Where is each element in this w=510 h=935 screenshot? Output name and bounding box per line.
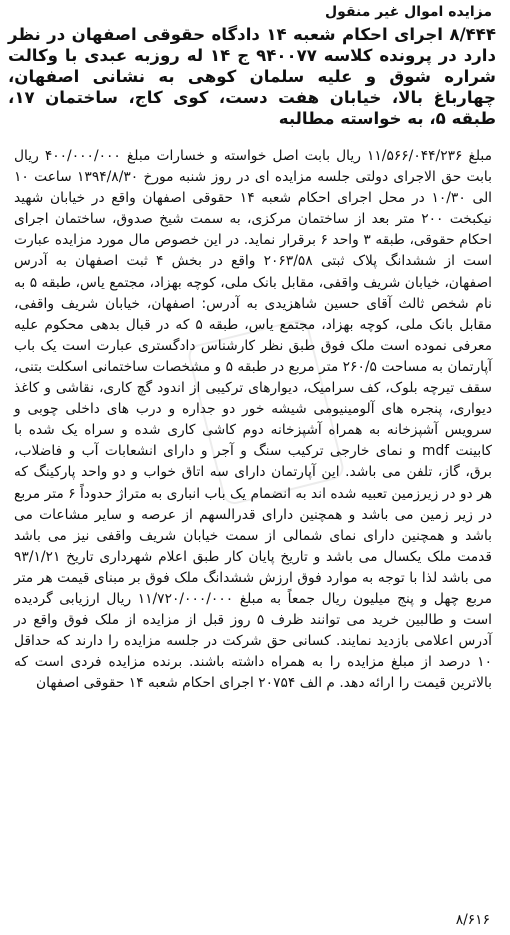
notice-body-paragraph: مبلغ ۱۱/۵۶۶/۰۴۴/۲۳۶ ریال بابت اصل خواسته و خسارات مبلغ ۴۰۰/۰۰۰/۰۰۰ ریال بابت حق الاجرای دولتی جلسه مزایده ای در روز شنبه مورخ ۱۳۹۴/۸/۳۰ ساعت ۱۰ الی ۱۰/۳۰ در محل اجرای احکام شعبه ۱۴ حقوقی اصفهان واقع در خیابان شهید نیکبخت ۲۰۰ متر بعد از ساختمان مرکزی، به سمت شیخ صدوق، ساختمان اجرای احکام حقوقی، طبقه ۳ واحد ۶ برقرار نماید. در این خصوص مال مورد مزایده عبارت است از ششدانگ پلاک ثبتی ۲۰۶۳/۵۸ واقع در بخش ۴ ثبت اصفهان به آدرس اصفهان، خیابان شریف واقفی، مقابل بانک ملی، کوچه بهزاد، مجتمع یاس، طبقه ۵ به نام شخص ثالث آقای حسین شاهزیدی به آدرس: اصفهان، خیابان شریف واقفی، مقابل بانک ملی، کوچه بهزاد، مجتمع یاس، طبقه ۵ که در قبال بدهی محکوم علیه معرفی نموده است ملک فوق طبق نظر کارشناس دادگستری عبارت است یک باب آپارتمان به مساحت ۲۶۰/۵ متر مربع در طبقه ۵ و مشخصات ساختمانی اسکلت بتنی، سقف تیرچه بلوک، کف سرامیک، دیوارهای ترکیبی از اندود گچ کاری، نقاشی و کاغذ دیواری، پنجره های آلومینیومی شیشه خور دو جداره و درب های داخلی چوبی و سرویس آشپزخانه به همراه آشپزخانه دوم کاشی کاری شده و سراه یک شده با کابینت mdf و نمای خارجی ترکیب سنگ و آجر و دارای انشعابات آب و فاضلاب، برق، گاز، تلفن می باشد. این آپارتمان دارای سه اتاق خواب و دو واحد پارکینگ که هر دو در زیرزمین تعبیه شده اند به انضمام یک باب انباری به متراژ حدوداً ۶ متر مربع در زیر زمین می باشد و همچنین دارای قدرالسهم از عرصه و سایر مشاعات می باشد و همچنین دارای نمای شمالی از سمت خیابان شریف واقفی نیز می باشد قدمت ملک یکسال می باشد و تاریخ پایان کار طبق اعلام شهرداری تاریخ ۹۳/۱/۲۱ می باشد لذا با توجه به موارد فوق ارزش ششدانگ ملک فوق بر مبنای قیمت هر متر مربع چهل و پنج میلیون ریال جمعاً به مبلغ ۱۱/۷۲۰/۰۰۰/۰۰۰ ریال ارزیابی گردیده است و طالبین خرید می توانند ظرف ۵ روز قبل از مزایده از ملک فوق واقع در آدرس اعلامی بازدید نمایند. کسانی حق شرکت در جلسه مزایده را دارند که حداقل ۱۰ درصد از مبلغ مزایده را به همراه داشته باشند. برنده مزایده فردی است که بالاترین قیمت را ارائه دهد. م الف ۲۰۷۵۴ اجرای احکام شعبه ۱۴ حقوقی اصفهان: [14, 148, 493, 692]
notice-title: مزایده اموال غیر منقول: [325, 4, 492, 20]
notice-footer-code: ۸/۶۱۶: [455, 912, 490, 928]
notice-intro-paragraph: ۸/۴۴۴ اجرای احکام شعبه ۱۴ دادگاه حقوقی اصفهان در نظر دارد در پرونده کلاسه ۹۴۰۰۷۷ ج ۱۴ له روزبه عبدی با وکالت شراره شوق و علیه سلمان کوهی به نشانی اصفهان، چهارباغ بالا، خیابان هفت دست، کوی کاج، ساختمان ۱۷، طبقه ۵، به خواسته مطالبه: [8, 25, 497, 128]
